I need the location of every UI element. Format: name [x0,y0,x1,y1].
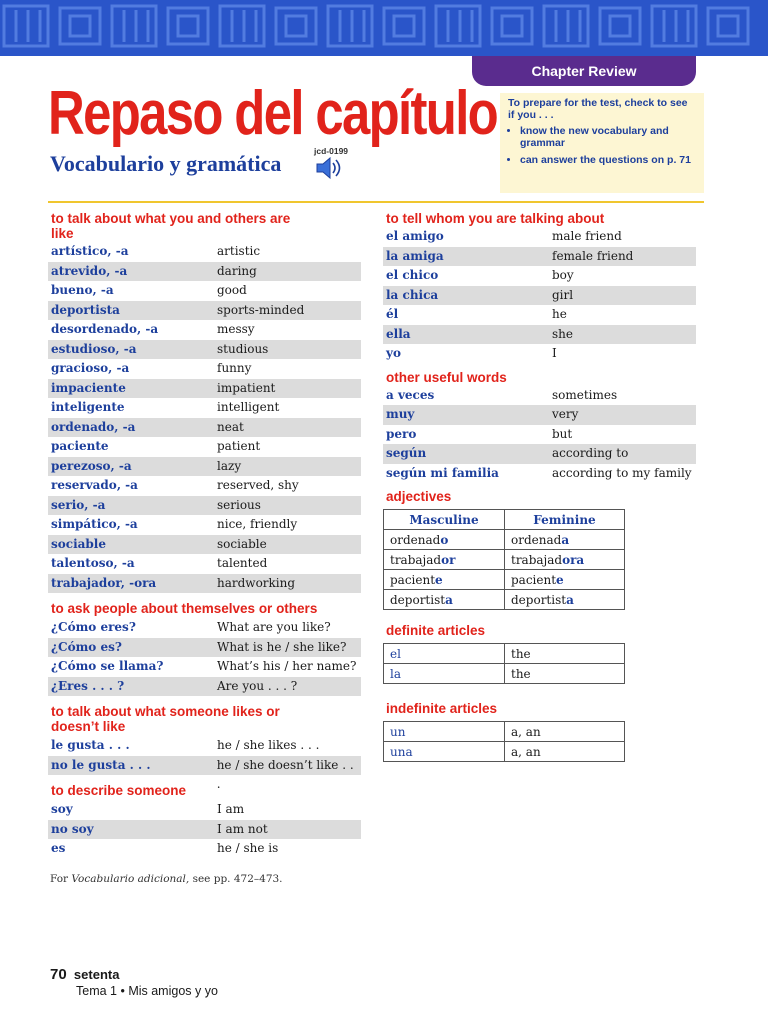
word-stem: ordenad [511,532,562,547]
page-title: Repaso del capítulo [48,79,498,148]
section-heading: other useful words [386,369,507,385]
vocab-row [48,457,361,477]
footnote-italic: Vocabulario adicional, [71,873,190,885]
vocab-row [48,476,361,496]
english-meaning: male friend [552,229,622,243]
vocab-row [48,657,361,677]
review-bullet: • know the new vocabulary and grammar [520,125,696,149]
spanish-term: pero [386,426,417,441]
english-meaning: good [217,283,247,297]
feminine-form [505,590,625,610]
spanish-term: la chica [386,287,439,302]
definite-articles-body [384,644,625,684]
word-stem: pacient [511,572,557,587]
vocab-row [383,425,696,445]
section-heading: to tell whom you are talking about [386,211,605,226]
english-meaning: according to [552,446,629,460]
english-meaning: impatient [217,380,276,395]
english-meaning: she [552,326,573,341]
vocab-row [48,515,361,535]
spanish-term: ordenado, -a [51,419,136,434]
vocab-list [383,386,696,484]
english-meaning: reserved, shy [217,478,299,492]
masculine-form [384,530,505,550]
word-stem: deportist [390,592,446,607]
spanish-term: artístico, -a [51,244,129,258]
english-meaning: daring [217,263,257,278]
article: un [384,722,505,742]
spanish-term: estudioso, -a [51,341,137,356]
spanish-term: ¿Cómo es? [51,639,122,654]
vocab-row [383,266,696,286]
article-meaning: the [505,664,625,684]
english-meaning: studious [217,341,269,356]
english-meaning: What is he / she like? [217,639,347,654]
section-ask-people [48,601,361,696]
vocab-row [48,839,361,859]
vocab-row [383,227,696,247]
masculine-form [384,590,505,610]
definite-articles-table [383,643,625,684]
english-meaning: very [552,407,579,421]
vocab-row [48,301,361,321]
table-row [384,570,625,590]
word-ending: or [441,552,456,567]
spanish-term: inteligente [51,400,125,414]
table-row [384,664,625,684]
word-ending: e [435,572,443,587]
spanish-term: yo [386,346,401,360]
banner-pattern [0,0,768,56]
section-adjectives [383,489,696,610]
section-heading: adjectives [386,489,452,504]
indefinite-articles-table [383,721,625,762]
vocab-list [383,227,696,364]
vocab-row [383,464,696,484]
indefinite-articles-body [384,722,625,762]
spanish-term: ¿Cómo eres? [51,620,136,634]
english-meaning: lazy [217,458,242,473]
spanish-term: ¿Cómo se llama? [51,659,164,673]
word-stem: ordenad [390,532,441,547]
vocab-row [48,340,361,360]
english-meaning: Are you . . . ? [217,678,298,693]
section-heading: definite articles [386,623,486,638]
section-heading: to describe someone [51,783,187,798]
section-heading: to talk about what you and others are like [51,211,291,241]
section-heading: indefinite articles [386,701,498,716]
english-meaning: I [552,346,557,360]
footnote-suffix: see pp. 472–473. [189,873,283,885]
word-ending: e [556,572,564,587]
vocab-row [48,398,361,418]
section-useful [383,370,696,484]
table-row [384,550,625,570]
section-describe-self [48,211,361,593]
english-meaning: talented [217,556,268,570]
article: el [384,644,505,664]
spanish-term: el amigo [386,229,444,243]
spanish-term: impaciente [51,380,126,395]
vocab-row [48,736,361,756]
vocab-row [48,320,361,340]
vocab-list [48,242,361,593]
spanish-term: serio, -a [51,497,106,512]
section-definite [383,623,696,684]
word-stem: trabajad [511,552,563,567]
spanish-term: bueno, -a [51,283,114,297]
vocab-row [48,262,361,282]
right-column [383,211,696,762]
page-number-word: setenta [73,967,120,982]
english-meaning: What are you like? [217,620,331,634]
page-footer [50,966,119,983]
decorative-banner [0,0,768,56]
vocab-row [48,800,361,820]
english-meaning: funny [217,361,252,375]
masculine-form [384,570,505,590]
spanish-term: a veces [386,387,435,402]
vocab-row [48,554,361,574]
vocab-row [48,820,361,840]
vocab-row [48,437,361,457]
spanish-term: perezoso, -a [51,458,132,473]
english-meaning: I am not [217,821,268,836]
article-meaning: a, an [505,742,625,762]
table-row [384,590,625,610]
spanish-term: ¿Eres . . . ? [51,678,125,693]
word-stem: deportist [511,592,567,607]
section-heading: to talk about what someone likes or doesn’t like [51,704,280,734]
vocab-row [383,405,696,425]
spanish-term: paciente [51,439,109,453]
spanish-term: ella [386,326,411,341]
vocab-row [383,286,696,306]
word-stem: pacient [390,572,436,587]
adjectives-body [384,530,625,610]
vocab-row [383,247,696,267]
english-meaning: patient [217,439,261,453]
adjectives-table [383,509,625,610]
spanish-term: trabajador, -ora [51,575,157,590]
english-meaning: he / she doesn’t like . . . [216,757,354,791]
chapter-review-tab: Chapter Review [472,56,696,86]
english-meaning: sociable [217,536,267,551]
vocab-list [48,618,361,696]
table-row [384,742,625,762]
english-meaning: female friend [552,248,634,263]
spanish-term: según mi familia [386,465,499,480]
english-meaning: but [552,426,573,441]
spanish-term: es [51,841,66,855]
column-header: Feminine [505,510,625,530]
spanish-term: talentoso, -a [51,556,135,570]
section-heading: to ask people about themselves or others [51,601,318,616]
english-meaning: hardworking [217,575,296,590]
article: una [384,742,505,762]
vocab-row [383,344,696,364]
vocab-row [48,535,361,555]
spanish-term: desordenado, -a [51,322,159,336]
spanish-term: gracioso, -a [51,361,130,375]
vocab-row [48,242,361,262]
section-indefinite [383,701,696,762]
spanish-term: el chico [386,268,439,282]
english-meaning: sometimes [552,387,618,402]
spanish-term: no soy [51,821,94,836]
vocab-list [48,800,361,859]
review-checklist-box [500,93,704,193]
english-meaning: he / she likes . . . [217,738,320,752]
vocab-row [48,281,361,301]
table-row [384,644,625,664]
column-header: Masculine [384,510,505,530]
vocab-row [383,325,696,345]
spanish-term: soy [51,802,73,816]
english-meaning: he / she is [217,841,279,855]
english-meaning: What’s his / her name? [217,659,357,673]
feminine-form [505,550,625,570]
vocab-row [48,638,361,658]
masculine-form [384,550,505,570]
spanish-term: no le gusta . . . [51,757,151,772]
word-ending: a [566,592,574,607]
english-meaning: according to my family [552,465,692,480]
table-row [384,530,625,550]
spanish-term: le gusta . . . [51,738,130,752]
left-column [48,211,361,859]
review-bullet: • can answer the questions on p. 71 [520,154,696,166]
article: la [384,664,505,684]
article-meaning: the [505,644,625,664]
english-meaning: boy [552,268,574,282]
feminine-form [505,530,625,550]
speaker-icon[interactable] [316,157,344,179]
english-meaning: intelligent [217,400,280,414]
vocab-row [383,444,696,464]
audio-track-code: jcd-0199 [314,146,349,156]
table-header-row [384,510,625,530]
divider-rule [48,201,704,203]
vocab-row [48,574,361,594]
footnote-prefix: For [50,873,72,885]
word-stem: trabajad [390,552,442,567]
spanish-term: reservado, -a [51,478,138,492]
word-ending: a [445,592,453,607]
word-ending: o [440,532,449,547]
english-meaning: he [552,307,567,321]
vocab-row [48,677,361,697]
section-whom [383,211,696,364]
english-meaning: girl [552,287,574,302]
vocab-row [48,618,361,638]
spanish-term: según [386,446,427,460]
theme-label: Tema 1 • Mis amigos y yo [76,984,218,998]
spanish-term: muy [386,407,415,421]
page-subtitle: Vocabulario y gramática [50,151,282,176]
review-bullet-list [508,125,696,166]
page-number: 70 [50,966,67,983]
spanish-term: simpático, -a [51,517,138,531]
vocab-row [48,418,361,438]
vocab-row [383,305,696,325]
vocab-row [48,379,361,399]
article-meaning: a, an [505,722,625,742]
vocab-row [48,496,361,516]
spanish-term: la amiga [386,248,444,263]
english-meaning: I am [217,802,245,816]
english-meaning: nice, friendly [217,517,298,531]
english-meaning: sports-minded [217,302,305,317]
footnote [50,873,283,885]
spanish-term: deportista [51,302,120,317]
section-describe-someone [48,783,361,859]
spanish-term: sociable [51,536,106,551]
feminine-form [505,570,625,590]
vocab-row [48,359,361,379]
word-ending: ora [562,552,585,567]
review-intro: To prepare for the test, check to see if you . . . [508,97,688,121]
spanish-term: él [386,307,399,321]
spanish-term: atrevido, -a [51,263,128,278]
english-meaning: messy [217,322,255,336]
english-meaning: neat [217,419,244,434]
english-meaning: artistic [217,244,261,258]
word-ending: a [561,532,570,547]
table-row [384,722,625,742]
english-meaning: serious [217,497,261,512]
vocab-row [383,386,696,406]
